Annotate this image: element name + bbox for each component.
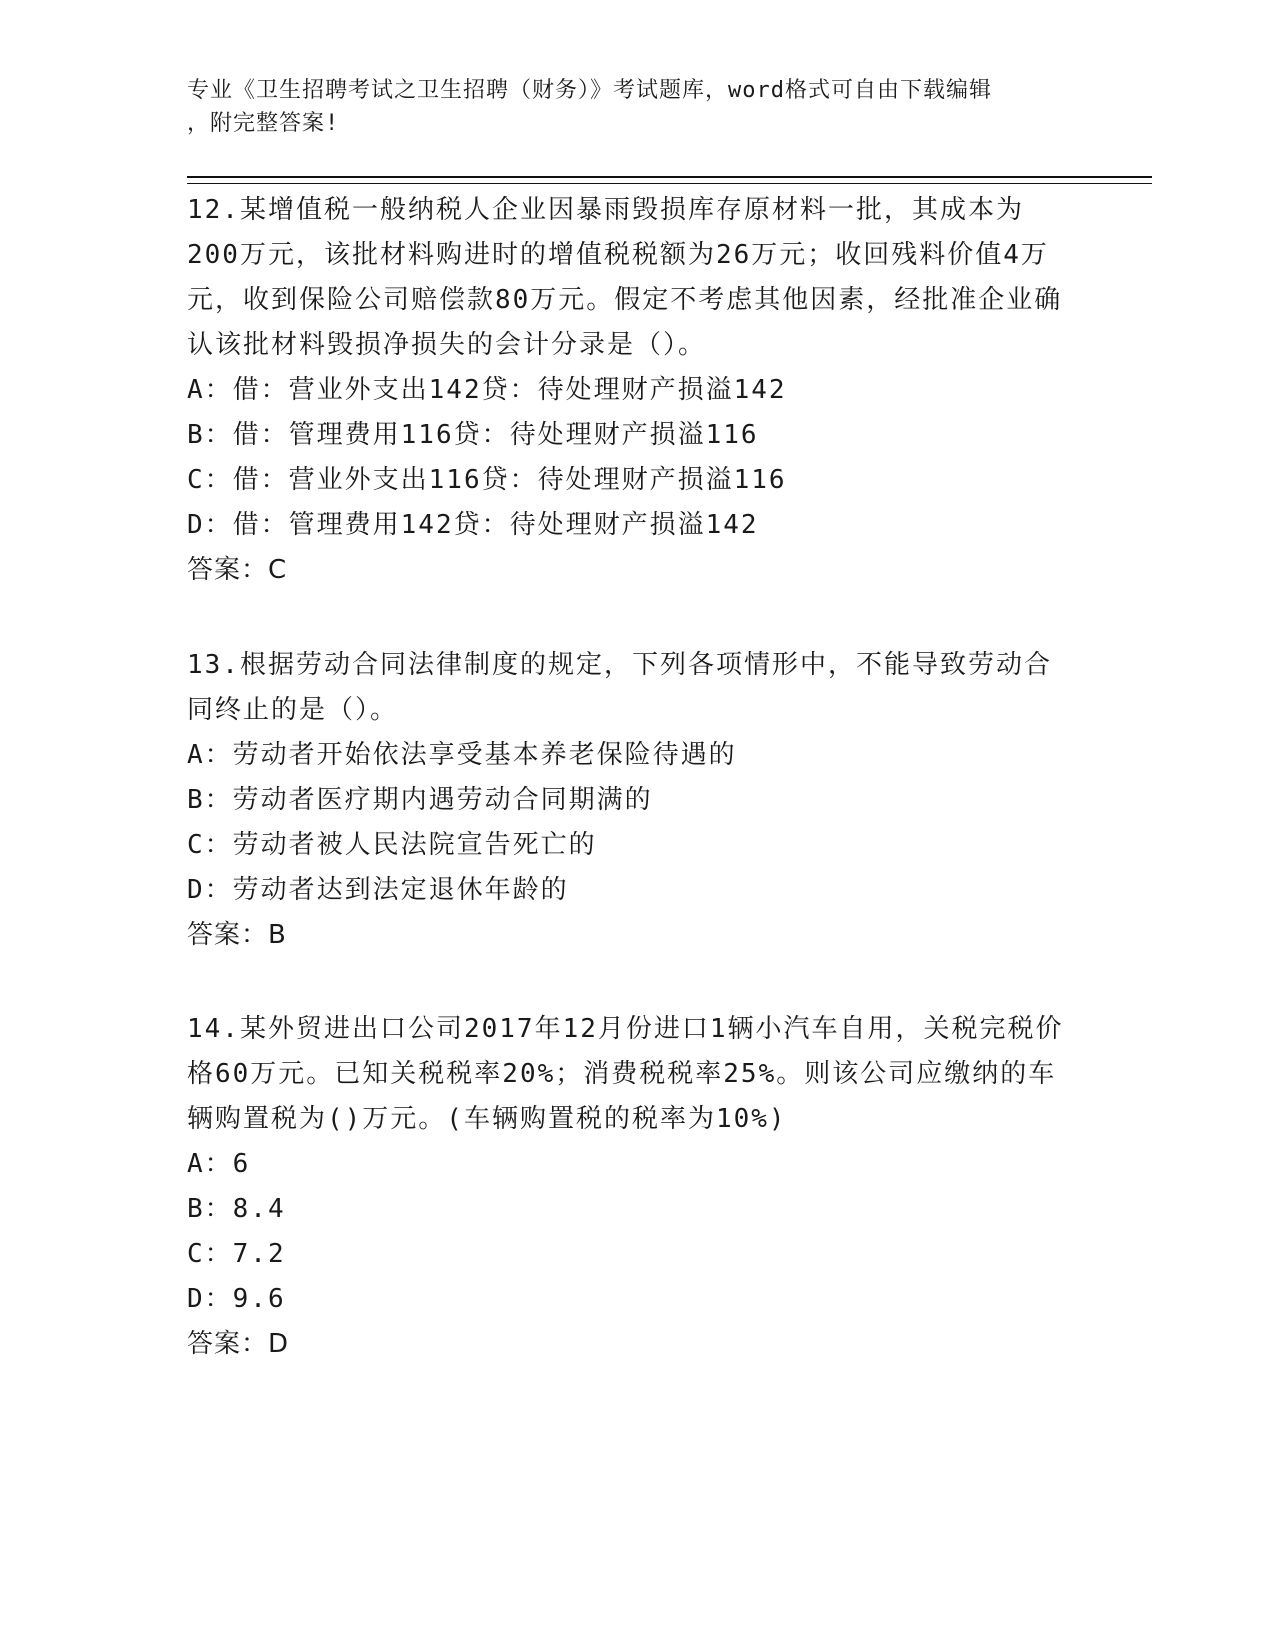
option-d: D：9.6: [187, 1284, 286, 1314]
answer: 答案：C: [187, 555, 288, 585]
option-b: B：借：管理费用116贷：待处理财产损溢116: [187, 420, 759, 450]
option-a: A：劳动者开始依法享受基本养老保险待遇的: [187, 740, 737, 770]
option-b: B：8.4: [187, 1194, 286, 1224]
option-c: C：劳动者被人民法院宣告死亡的: [187, 830, 597, 860]
document-header: [187, 74, 1087, 140]
header-divider-thick: [187, 176, 1152, 178]
question-14: [187, 1007, 1067, 1367]
question-stem: 14.某外贸进出口公司2017年12月份进口1辆小汽车自用，关税完税价格60万元。已知关税税率20%；消费税税率25%。则该公司应缴纳的车辆购置税为()万元。(车辆购置税的税率为10%): [187, 1014, 1064, 1134]
option-b: B：劳动者医疗期内遇劳动合同期满的: [187, 785, 653, 815]
option-a: A：6: [187, 1149, 251, 1179]
option-d: D：借：管理费用142贷：待处理财产损溢142: [187, 510, 759, 540]
question-12: [187, 188, 1067, 593]
header-divider-thin: [187, 183, 1152, 184]
question-stem: 13.根据劳动合同法律制度的规定，下列各项情形中，不能导致劳动合同终止的是（）。: [187, 650, 1052, 725]
answer: 答案：D: [187, 1329, 290, 1359]
option-c: C：7.2: [187, 1239, 286, 1269]
question-13: [187, 643, 1067, 958]
header-line-2: ，附完整答案!: [187, 111, 340, 136]
option-d: D：劳动者达到法定退休年龄的: [187, 875, 569, 905]
question-stem: 12.某增值税一般纳税人企业因暴雨毁损库存原材料一批，其成本为200万元，该批材料购进时的增值税税额为26万元；收回残料价值4万元，收到保险公司赔偿款80万元。假定不考虑其他因素，经批准企业确认该批材料毁损净损失的会计分录是（）。: [187, 195, 1063, 360]
option-c: C：借：营业外支出116贷：待处理财产损溢116: [187, 465, 787, 495]
header-line-1: 专业《卫生招聘考试之卫生招聘（财务）》考试题库，word格式可自由下载编辑: [187, 78, 992, 103]
option-a: A：借：营业外支出142贷：待处理财产损溢142: [187, 375, 787, 405]
answer: 答案：B: [187, 920, 287, 950]
